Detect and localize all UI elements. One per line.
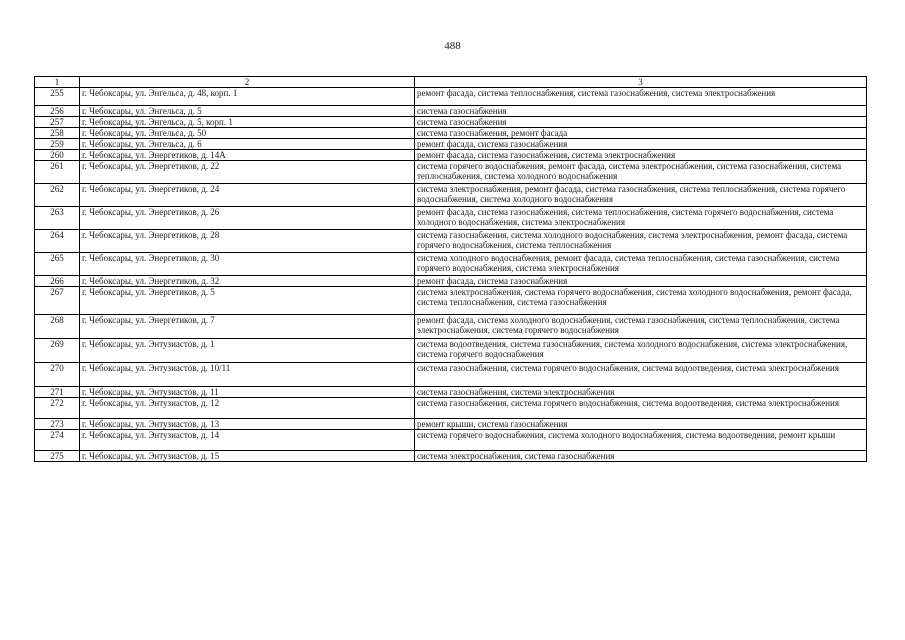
row-address: г. Чебоксары, ул. Энтузиастов, д. 14 <box>80 430 415 451</box>
table-row <box>35 139 867 150</box>
row-works: система газоснабжения, система горячего водоснабжения, система водоотведения, система электроснабжения <box>415 363 867 387</box>
row-number: 256 <box>35 106 80 117</box>
row-works: система горячего водоснабжения, система холодного водоснабжения, система водоотведения, ремонт крыши <box>415 430 867 451</box>
row-address: г. Чебоксары, ул. Энтузиастов, д. 12 <box>80 398 415 419</box>
row-address: г. Чебоксары, ул. Энергетиков, д. 7 <box>80 315 415 339</box>
table-row <box>35 207 867 230</box>
table-row <box>35 117 867 128</box>
row-works: система газоснабжения, ремонт фасада <box>415 128 867 139</box>
row-works: система газоснабжения, система электроснабжения <box>415 387 867 398</box>
row-works: система электроснабжения, ремонт фасада, система газоснабжения, система теплоснабжения, система горячего водоснабжения, система холодного водоснабжения <box>415 184 867 207</box>
row-address: г. Чебоксары, ул. Энергетиков, д. 28 <box>80 230 415 253</box>
row-number: 274 <box>35 430 80 451</box>
row-works: ремонт фасада, система газоснабжения, система теплоснабжения, система горячего водоснабжения, система холодного водоснабжения, система электроснабжения <box>415 207 867 230</box>
row-number: 259 <box>35 139 80 150</box>
row-works: ремонт крыши, система газоснабжения <box>415 419 867 430</box>
row-address: г. Чебоксары, ул. Энгельса, д. 48, корп. 1 <box>80 88 415 106</box>
row-address: г. Чебоксары, ул. Энергетиков, д. 22 <box>80 161 415 184</box>
table-row <box>35 230 867 253</box>
row-address: г. Чебоксары, ул. Энергетиков, д. 5 <box>80 287 415 315</box>
table-row <box>35 184 867 207</box>
row-works: система газоснабжения, система горячего водоснабжения, система водоотведения, система электроснабжения <box>415 398 867 419</box>
row-works: система газоснабжения, система холодного водоснабжения, система электроснабжения, ремонт фасада, система горячего водоснабжения, система теплоснабжения <box>415 230 867 253</box>
table-row <box>35 451 867 462</box>
row-works: система газоснабжения <box>415 106 867 117</box>
row-number: 273 <box>35 419 80 430</box>
column-header-address: 2 <box>80 77 415 88</box>
row-address: г. Чебоксары, ул. Энгельса, д. 50 <box>80 128 415 139</box>
table-row <box>35 339 867 363</box>
row-works: система водоотведения, система газоснабжения, система холодного водоснабжения, система электроснабжения, система горячего водоснабжения <box>415 339 867 363</box>
table-header-row <box>35 77 867 88</box>
row-number: 268 <box>35 315 80 339</box>
row-address: г. Чебоксары, ул. Энтузиастов, д. 1 <box>80 339 415 363</box>
row-works: ремонт фасада, система газоснабжения, система электроснабжения <box>415 150 867 161</box>
row-number: 267 <box>35 287 80 315</box>
table-row <box>35 398 867 419</box>
row-works: ремонт фасада, система газоснабжения <box>415 139 867 150</box>
row-number: 264 <box>35 230 80 253</box>
row-address: г. Чебоксары, ул. Энгельса, д. 5 <box>80 106 415 117</box>
table-row <box>35 150 867 161</box>
row-number: 266 <box>35 276 80 287</box>
row-works: система электроснабжения, система горячего водоснабжения, система холодного водоснабжения, ремонт фасада, система теплоснабжения, система газоснабжения <box>415 287 867 315</box>
row-address: г. Чебоксары, ул. Энергетиков, д. 14А <box>80 150 415 161</box>
works-register-table <box>34 76 867 462</box>
row-number: 275 <box>35 451 80 462</box>
row-works: система газоснабжения <box>415 117 867 128</box>
table-row <box>35 106 867 117</box>
row-address: г. Чебоксары, ул. Энергетиков, д. 32 <box>80 276 415 287</box>
row-address: г. Чебоксары, ул. Энергетиков, д. 24 <box>80 184 415 207</box>
row-address: г. Чебоксары, ул. Энергетиков, д. 26 <box>80 207 415 230</box>
column-header-works: 3 <box>415 77 867 88</box>
table-row <box>35 315 867 339</box>
row-address: г. Чебоксары, ул. Энтузиастов, д. 13 <box>80 419 415 430</box>
row-number: 263 <box>35 207 80 230</box>
table-row <box>35 88 867 106</box>
table-row <box>35 387 867 398</box>
row-number: 271 <box>35 387 80 398</box>
row-number: 261 <box>35 161 80 184</box>
row-works: ремонт фасада, система газоснабжения <box>415 276 867 287</box>
row-number: 260 <box>35 150 80 161</box>
row-address: г. Чебоксары, ул. Энгельса, д. 6 <box>80 139 415 150</box>
row-address: г. Чебоксары, ул. Энгельса, д. 5, корп. 1 <box>80 117 415 128</box>
row-works: система горячего водоснабжения, ремонт фасада, система электроснабжения, система газоснабжения, система теплоснабжения, система холодного водоснабжения <box>415 161 867 184</box>
table-row <box>35 253 867 276</box>
row-number: 262 <box>35 184 80 207</box>
table-row <box>35 287 867 315</box>
row-number: 270 <box>35 363 80 387</box>
row-works: ремонт фасада, система теплоснабжения, система газоснабжения, система электроснабжения <box>415 88 867 106</box>
row-works: система электроснабжения, система газоснабжения <box>415 451 867 462</box>
row-address: г. Чебоксары, ул. Энтузиастов, д. 15 <box>80 451 415 462</box>
row-number: 257 <box>35 117 80 128</box>
row-number: 272 <box>35 398 80 419</box>
table-row <box>35 419 867 430</box>
column-header-number: 1 <box>35 77 80 88</box>
table-row <box>35 161 867 184</box>
row-works: система холодного водоснабжения, ремонт фасада, система теплоснабжения, система газоснабжения, система горячего водоснабжения, система электроснабжения <box>415 253 867 276</box>
row-address: г. Чебоксары, ул. Энергетиков, д. 30 <box>80 253 415 276</box>
table-row <box>35 363 867 387</box>
table-row <box>35 276 867 287</box>
row-address: г. Чебоксары, ул. Энтузиастов, д. 11 <box>80 387 415 398</box>
row-number: 258 <box>35 128 80 139</box>
row-number: 269 <box>35 339 80 363</box>
row-address: г. Чебоксары, ул. Энтузиастов, д. 10/11 <box>80 363 415 387</box>
table-row <box>35 430 867 451</box>
page-number: 488 <box>444 40 461 52</box>
table-row <box>35 128 867 139</box>
row-works: ремонт фасада, система холодного водоснабжения, система газоснабжения, система теплоснабжения, система электроснабжения, система горячего водоснабжения <box>415 315 867 339</box>
row-number: 265 <box>35 253 80 276</box>
row-number: 255 <box>35 88 80 106</box>
